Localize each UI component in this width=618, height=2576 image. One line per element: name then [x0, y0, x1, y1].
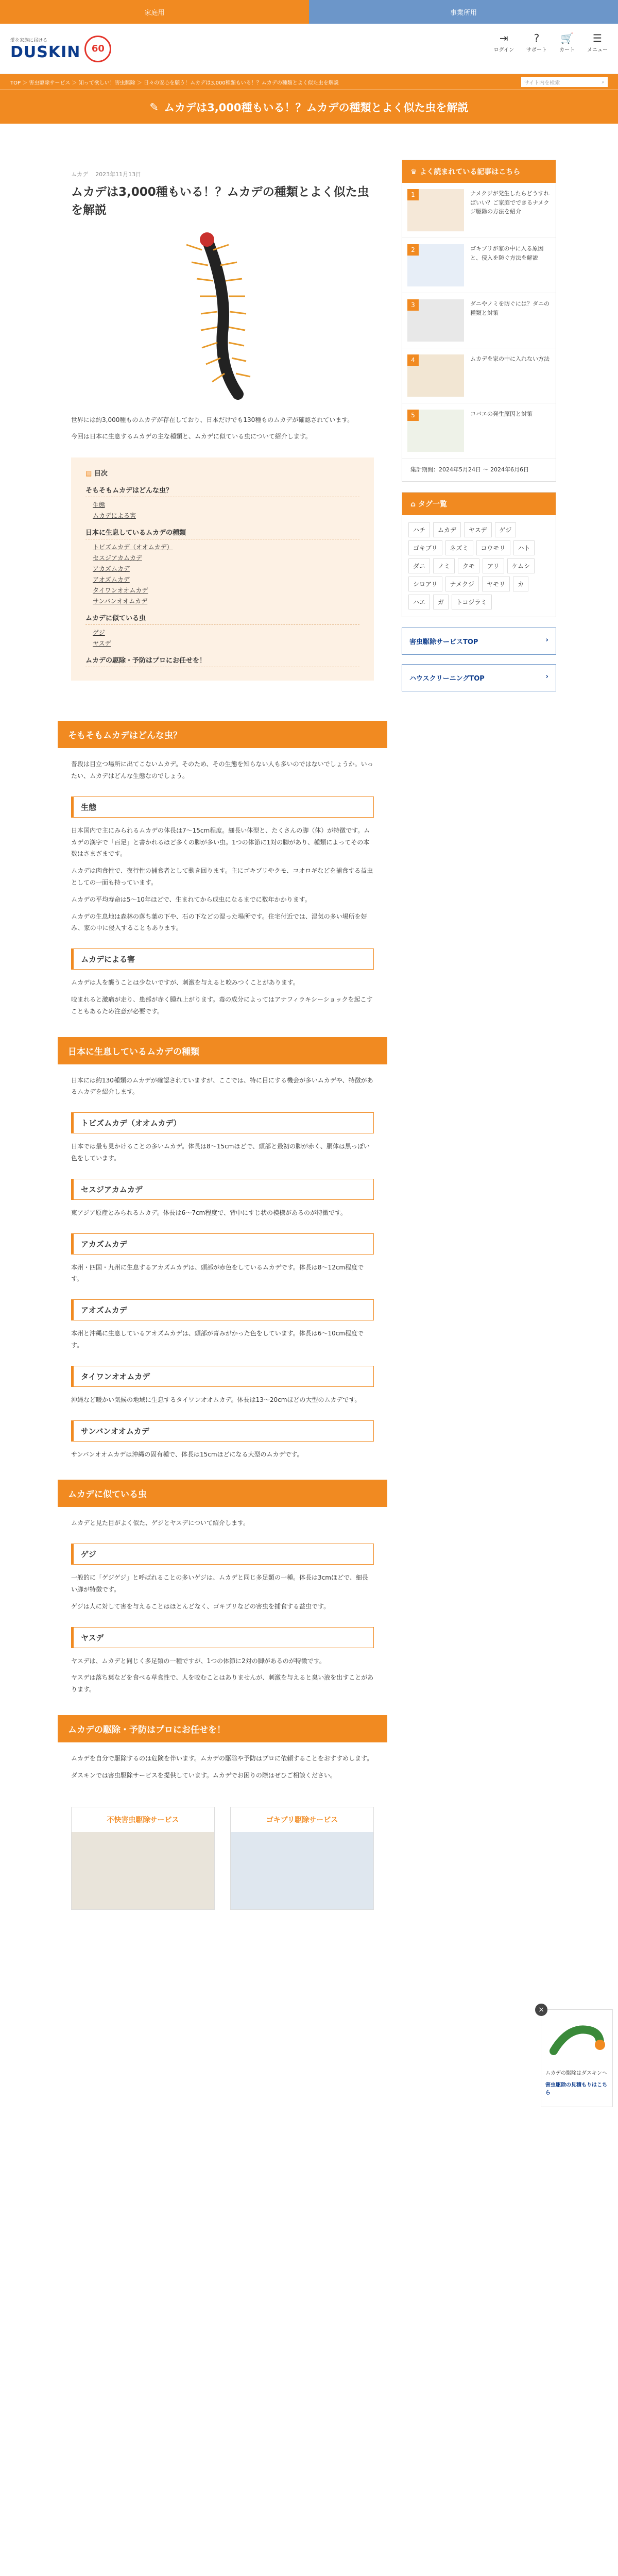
ad-text: ムカデの駆除はダスキンへ: [545, 2071, 607, 2076]
ranking-item[interactable]: [402, 183, 556, 238]
search-input[interactable]: サイト内を検索 ⌕: [521, 77, 608, 87]
support-icon: ?: [534, 32, 540, 44]
tag-title: ⌂ タグ一覧: [402, 493, 556, 515]
header-icon-label: メニュー: [587, 47, 608, 53]
ranking-item[interactable]: [402, 293, 556, 348]
subsection-heading: ゲジ: [71, 1544, 374, 1565]
paragraph: ヤスデは、ムカデと同じく多足類の一種ですが、1つの体節に2対の脚があるのが特徴です。: [71, 1657, 325, 1665]
ranking-item[interactable]: [402, 403, 556, 459]
promo-card-photo: [72, 1832, 214, 1909]
toc-item[interactable]: 生態: [93, 501, 106, 509]
subsection-heading: サンバンオオムカデ: [71, 1420, 374, 1442]
subsection-heading: セスジアカムカデ: [71, 1179, 374, 1200]
promo-card-title[interactable]: ゴキブリ駆除サービス: [266, 1816, 338, 1825]
toc-section[interactable]: 日本に生息しているムカデの種類: [85, 527, 359, 539]
paragraph: 一般的に「ゲジゲジ」と呼ばれることの多いゲジは、ムカデと同じ多足類の一種。体長は3cmほどで、細長い脚が特徴です。: [71, 1574, 368, 1593]
ranking-title[interactable]: ゴキブリが家の中に入る原因と、侵入を防ぐ方法を解説: [470, 245, 544, 261]
paragraph: ムカデは人を襲うことは少ないですが、刺激を与えると咬みつくことがあります。: [71, 979, 299, 987]
toc-item[interactable]: セスジアカムカデ: [93, 554, 142, 562]
toc-item[interactable]: ヤスデ: [93, 640, 111, 648]
tag-link[interactable]: ハエ: [408, 595, 430, 609]
logo-wordmark: DUSKIN: [10, 43, 81, 61]
floating-ad[interactable]: [538, 2006, 613, 2107]
centipede-illustration: [84, 229, 360, 404]
ranking-title[interactable]: ナメクジが発生したらどうすればいい？ご家庭でできるナメクジ駆除の方法を紹介: [470, 190, 550, 215]
subsection-heading: ムカデによる害: [71, 948, 374, 970]
tag-link[interactable]: ナメクジ: [445, 577, 479, 591]
tag-link[interactable]: ノミ: [433, 558, 455, 573]
promo-card-photo: [231, 1832, 373, 1909]
intro-paragraph: 世界には約3,000種ものムカデが存在しており、日本だけでも130種ものムカデが確認されています。: [71, 416, 354, 423]
subsection-heading: 生態: [71, 796, 374, 818]
ranking-thumbnail: [407, 410, 464, 452]
pest-control-banner[interactable]: 害虫駆除サービスTOP ›: [402, 628, 556, 655]
ranking-thumbnail: [407, 244, 464, 286]
tag-link[interactable]: トコジラミ: [452, 595, 492, 609]
cart-icon: 🛒: [560, 32, 574, 44]
section-heading: そもそもムカデはどんな虫？: [58, 721, 387, 748]
toc-item[interactable]: ゲジ: [93, 629, 105, 637]
ranking-number: 4: [407, 354, 419, 366]
tag-link[interactable]: ヤモリ: [482, 577, 510, 591]
pencil-icon: ✎: [149, 100, 159, 113]
logo-tagline: 愛を家族に届ける: [10, 38, 48, 43]
tag-link[interactable]: ハト: [513, 540, 535, 555]
tag-link[interactable]: カ: [513, 577, 528, 591]
toc-section[interactable]: ムカデに似ている虫: [85, 613, 359, 625]
toc-section[interactable]: そもそもムカデはどんな虫？: [85, 485, 359, 497]
tag-link[interactable]: シロアリ: [408, 577, 442, 591]
close-icon[interactable]: ×: [535, 2004, 547, 2016]
section-heading: 日本に生息しているムカデの種類: [58, 1037, 387, 1064]
breadcrumb[interactable]: TOP ＞ 害虫駆除サービス ＞ 知って欲しい！害虫駆除 ＞ 日々の安心を願う！ムカデは3,000種類もいる！？ムカデの種類とよく似た虫を解説: [10, 80, 339, 86]
paragraph: ゲジは人に対して害を与えることはほとんどなく、ゴキブリなどの害虫を捕食する益虫です。: [71, 1602, 330, 1610]
tag-link[interactable]: ハチ: [408, 522, 430, 537]
tag-icon: ⌂: [410, 500, 418, 509]
article-body: [58, 721, 387, 1781]
login-button[interactable]: [494, 33, 514, 53]
ranking-thumbnail: [407, 189, 464, 231]
breadcrumb-bar: [0, 74, 618, 90]
ranking-item[interactable]: [402, 238, 556, 293]
section-heading: ムカデに似ている虫: [58, 1480, 387, 1507]
tab-home-use[interactable]: 家庭用: [0, 0, 309, 24]
chevron-right-icon: ›: [545, 636, 548, 644]
paragraph: 日本では最も見かけることの多いムカデ。体長は8〜15cmほどで、頭部と最初の脚が赤く、胴体は黒っぽい色をしています。: [71, 1143, 370, 1162]
promo-card-title[interactable]: 不快害虫駆除サービス: [107, 1816, 179, 1825]
tag-box: [402, 492, 556, 617]
toc-section[interactable]: ムカデの駆除・予防はプロにお任せを！: [85, 655, 359, 667]
paragraph: 東アジア原産とみられるムカデ。体長は6〜7cm程度で、背中にすじ状の模様があるのが特徴です。: [71, 1209, 347, 1216]
paragraph: 本州と沖縄に生息しているアオズムカデは、頭部が青みがかった色をしています。体長は6〜10cm程度です。: [71, 1330, 364, 1349]
menu-button[interactable]: [587, 33, 608, 53]
table-of-contents: [71, 457, 374, 681]
crown-icon: ♛: [410, 168, 420, 176]
header-icons: [494, 33, 608, 53]
paragraph: サンバンオオムカデは沖縄の固有種で、体長は15cmほどになる大型のムカデです。: [71, 1450, 303, 1458]
paragraph: ムカデと見た目がよく似た、ゲジとヤスデについて紹介します。: [71, 1519, 250, 1527]
article-tag[interactable]: ムカデ: [71, 171, 88, 178]
anniversary-badge: 60: [84, 36, 111, 62]
ranking-period: 集計期間：2024年5月24日 〜 2024年6月6日: [410, 466, 529, 473]
paragraph: 日本国内で主にみられるムカデの体長は7〜15cm程度。細長い体型と、たくさんの脚（体）が特徴です。ムカデの漢字で「百足」と書かれるほど多くの脚が多い虫。1つの体節に1対の脚があり、種類によってその本数はさまざまです。: [71, 826, 370, 858]
ranking-number: 1: [407, 189, 419, 200]
subsection-heading: トビズムカデ（オオムカデ）: [71, 1112, 374, 1133]
tag-link[interactable]: ダニ: [408, 558, 430, 573]
list-icon: ▤: [85, 470, 94, 478]
ad-cta[interactable]: 害虫駆除の見積もりはこちら: [545, 2082, 607, 2096]
toc-item[interactable]: タイワンオオムカデ: [93, 587, 148, 595]
ranking-thumbnail: [407, 299, 464, 342]
toc-item[interactable]: サンバンオオムカデ: [93, 598, 148, 605]
tag-link[interactable]: ガ: [433, 595, 449, 609]
tag-link[interactable]: ゲジ: [495, 522, 517, 537]
tab-business-use[interactable]: 事業所用: [309, 0, 618, 24]
section-heading: ムカデの駆除・予防はプロにお任せを！: [58, 1715, 387, 1742]
header-icon-label: サポート: [526, 47, 547, 53]
tag-link[interactable]: ヤスデ: [464, 522, 492, 537]
paragraph: 日本には約130種類のムカデが確認されていますが、ここでは、特に目にする機会が多いムカデや、特徴があるムカデを紹介します。: [71, 1076, 373, 1096]
tag-link[interactable]: ムカデ: [433, 522, 461, 537]
chevron-right-icon: ›: [545, 672, 548, 681]
subsection-heading: アオズムカデ: [71, 1299, 374, 1320]
tag-link[interactable]: クモ: [458, 558, 479, 573]
paragraph: ヤスデは落ち葉などを食べる草食性で、人を咬むことはありませんが、刺激を与えると臭い液を出すことがあります。: [71, 1674, 374, 1693]
toc-item[interactable]: アカズムカデ: [93, 565, 130, 573]
ranking-number: 5: [407, 410, 419, 421]
paragraph: ムカデは肉食性で、夜行性の捕食者として動き回ります。主にゴキブリやクモ、コオロギなどを捕食する益虫としての一面も持っています。: [71, 867, 373, 886]
paragraph: ダスキンでは害虫駆除サービスを提供しています。ムカデでお困りの際はぜひご相談ください。: [71, 1771, 336, 1779]
promo-card[interactable]: [230, 1807, 374, 1910]
paragraph: 咬まれると激痛が走り、患部が赤く腫れ上がります。毒の成分によってはアナフィラキシーショックを起こすこともあるため注意が必要です。: [71, 995, 373, 1015]
intro-paragraph: 今回は日本に生息するムカデの主な種類と、ムカデに似ている虫について紹介します。: [71, 432, 312, 440]
search-icon[interactable]: ⌕: [602, 79, 605, 85]
subsection-heading: アカズムカデ: [71, 1233, 374, 1255]
ranking-number: 3: [407, 299, 419, 311]
tag-link[interactable]: コウモリ: [476, 540, 510, 555]
paragraph: ムカデを自分で駆除するのは危険を伴います。ムカデの駆除や予防はプロに依頼することをおすすめします。: [71, 1754, 373, 1762]
toc-item[interactable]: アオズムカデ: [93, 576, 130, 584]
tag-link[interactable]: ケムシ: [507, 558, 535, 573]
support-button[interactable]: [526, 33, 547, 53]
toc-item[interactable]: トビズムカデ（オオムカデ）: [93, 544, 173, 551]
ranking-thumbnail: [407, 354, 464, 397]
toc-title: ▤ 目次: [85, 470, 108, 478]
site-logo[interactable]: [10, 36, 111, 62]
menu-icon: ☰: [593, 32, 602, 44]
ranking-item[interactable]: [402, 348, 556, 403]
paragraph: 普段は目立つ場所に出てこないムカデ。そのため、その生態を知らない人も多いのではないでしょうか。いったい、ムカデはどんな生態なのでしょう。: [71, 760, 373, 779]
paragraph: ムカデの生息地は森林の落ち葉の下や、石の下などの湿った場所です。住宅付近では、湿気の多い場所を好み、家の中に侵入することもあります。: [71, 912, 367, 932]
page-banner: [0, 90, 618, 124]
top-tabs: [0, 0, 618, 24]
house-cleaning-banner[interactable]: ハウスクリーニングTOP ›: [402, 664, 556, 691]
login-icon: ⇥: [499, 32, 508, 44]
cart-button[interactable]: [559, 33, 575, 53]
tag-link[interactable]: ネズミ: [445, 540, 473, 555]
ranking-number: 2: [407, 244, 419, 256]
site-header: [0, 24, 618, 74]
ranking-box: [402, 160, 556, 482]
tag-link[interactable]: ゴキブリ: [408, 540, 442, 555]
centipede-mascot-icon: [541, 2010, 612, 2066]
ranking-title[interactable]: ムカデを家の中に入れない方法: [470, 355, 550, 362]
ranking-title: ♛ よく読まれている記事はこちら: [402, 160, 556, 183]
ranking-title[interactable]: コバエの発生原因と対策: [470, 411, 533, 417]
article-title: ムカデは3,000種もいる！？ムカデの種類とよく似た虫を解説: [71, 185, 369, 217]
paragraph: 本州・四国・九州に生息するアカズムカデは、頭部が赤色をしているムカデです。体長は8〜12cm程度です。: [71, 1263, 364, 1283]
article: [58, 160, 387, 1910]
toc-item[interactable]: ムカデによる害: [93, 512, 136, 520]
promo-cards: [71, 1807, 374, 1910]
ranking-title[interactable]: ダニやノミを防ぐには？ダニの種類と対策: [470, 300, 550, 316]
subsection-heading: ヤスデ: [71, 1627, 374, 1648]
header-icon-label: ログイン: [493, 47, 514, 53]
paragraph: ムカデの平均寿命は5〜10年ほどで、生まれてから成虫になるまでに数年かかります。: [71, 895, 311, 903]
subsection-heading: タイワンオオムカデ: [71, 1366, 374, 1387]
tag-link[interactable]: アリ: [483, 558, 504, 573]
banner-title: ムカデは3,000種もいる！？ムカデの種類とよく似た虫を解説: [164, 101, 469, 114]
promo-card[interactable]: [71, 1807, 215, 1910]
sidebar: [402, 160, 556, 701]
article-date: 2023年11月13日: [95, 171, 142, 178]
header-icon-label: カート: [559, 47, 575, 53]
paragraph: 沖縄など暖かい気候の地域に生息するタイワンオオムカデ。体長は13〜20cmほどの大型のムカデです。: [71, 1396, 361, 1403]
